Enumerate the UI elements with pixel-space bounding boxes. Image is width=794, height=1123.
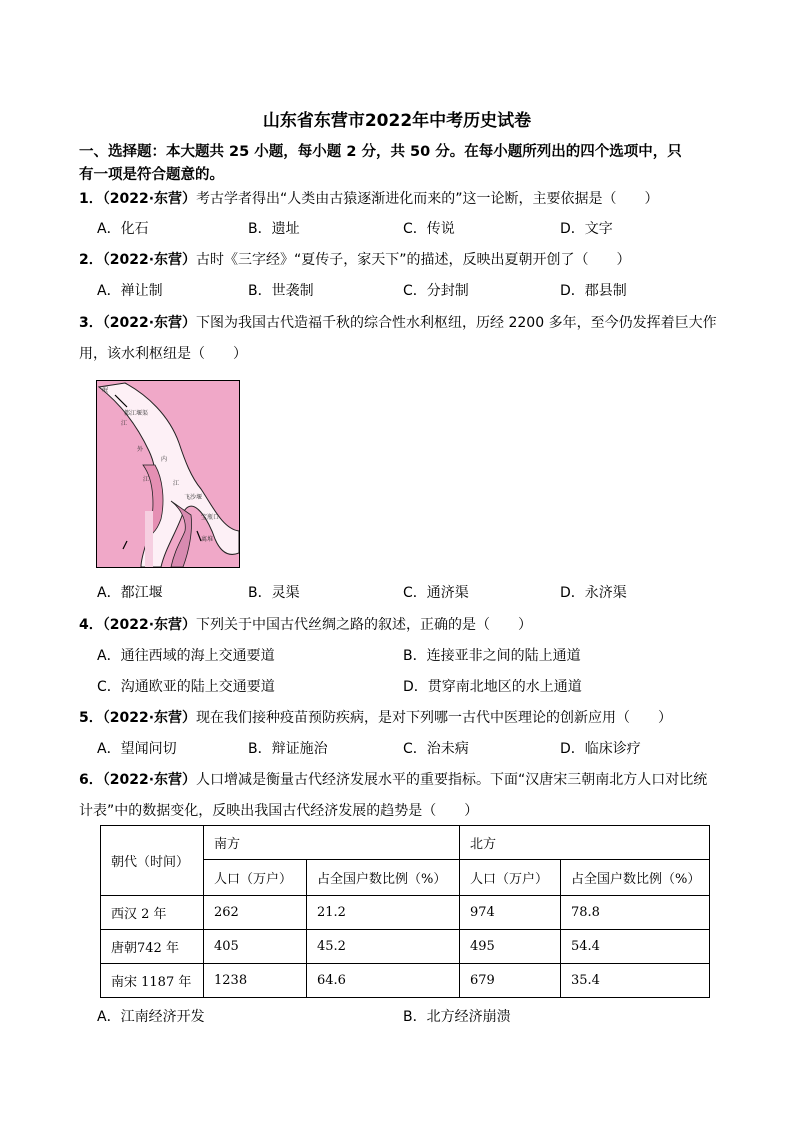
question-number: 4． [79, 617, 103, 633]
question-number: 1． [79, 191, 103, 207]
cell-north-ratio: 35.4 [561, 964, 710, 998]
map-label: 江 [143, 476, 150, 483]
table-row [101, 896, 710, 930]
header-north-pop: 人口（万户） [460, 860, 561, 896]
cell-south-pop: 1238 [204, 964, 307, 998]
section-heading-line1: 一、选择题：本大题共 25 小题，每小题 2 分，共 50 分。在每小题所列出的四个选项中，只 [79, 144, 682, 160]
header-south-pop: 人口（万户） [204, 860, 307, 896]
cell-south-pop: 262 [204, 896, 307, 930]
header-era: 朝代（时间） [101, 826, 204, 896]
q1-option-c: C．传说 [403, 221, 455, 237]
cell-north-pop: 679 [460, 964, 561, 998]
q5-option-c: C．治未病 [403, 741, 469, 757]
question-text: 下图为我国古代造福千秋的综合性水利枢纽，历经 2200 多年，至今仍发挥着巨大作 [196, 315, 717, 331]
q6-option-a: A．江南经济开发 [97, 1009, 205, 1025]
map-label: 江 [173, 480, 180, 487]
population-table [100, 825, 710, 998]
question-5 [79, 707, 672, 727]
cell-era: 西汉 2 年 [101, 896, 204, 930]
header-south-ratio: 占全国户数比例（%） [307, 860, 460, 896]
question-3-text-cont: 用，该水利枢纽是（ ） [79, 346, 247, 362]
cell-north-pop: 495 [460, 930, 561, 964]
question-text: 人口增减是衡量古代经济发展水平的重要指标。下面“汉唐宋三朝南北方人口对比统 [196, 772, 708, 788]
map-label: 离堆 [201, 536, 214, 543]
dujiangyan-map-figure [96, 380, 240, 568]
map-label: 江 [121, 420, 128, 427]
page-title: 山东省东营市2022年中考历史试卷 [262, 111, 532, 131]
map-label: 都江堰渠 [124, 410, 149, 417]
question-source: （2022·东营） [102, 252, 197, 268]
question-source: （2022·东营） [102, 772, 197, 788]
question-number: 5． [79, 710, 103, 726]
question-number: 6． [79, 772, 103, 788]
cell-north-pop: 974 [460, 896, 561, 930]
question-4 [79, 614, 532, 634]
header-north-ratio: 占全国户数比例（%） [561, 860, 710, 896]
q5-option-d: D．临床诊疗 [560, 741, 641, 757]
question-source: （2022·东营） [102, 191, 197, 207]
cell-era: 唐朝742 年 [101, 930, 204, 964]
table-header-row [101, 826, 710, 860]
question-number: 3． [79, 315, 103, 331]
cell-north-ratio: 78.8 [561, 896, 710, 930]
q1-option-b: B．遗址 [248, 221, 300, 237]
q3-option-c: C．通济渠 [403, 585, 469, 601]
q3-option-d: D．永济渠 [560, 585, 627, 601]
question-text: 考古学者得出“人类由古猿逐渐进化而来的”这一论断，主要依据是（ ） [196, 191, 659, 207]
question-6-text-cont: 计表”中的数据变化，反映出我国古代经济发展的趋势是（ ） [79, 803, 479, 819]
question-text: 古时《三字经》“夏传子，家天下”的描述，反映出夏朝开创了（ ） [196, 252, 631, 268]
map-label: 外 [137, 446, 144, 453]
river-map-svg [97, 381, 239, 567]
table-row [101, 930, 710, 964]
q3-option-b: B．灵渠 [248, 585, 300, 601]
map-label: 岷 [102, 387, 109, 394]
q5-option-b: B．辩证施治 [248, 741, 328, 757]
question-3 [79, 312, 717, 332]
map-label: 内 [161, 456, 168, 463]
question-6 [79, 769, 707, 789]
table-row [101, 964, 710, 998]
question-text: 下列关于中国古代丝绸之路的叙述，正确的是（ ） [196, 617, 533, 633]
q2-option-a: A．禅让制 [97, 283, 163, 299]
question-2 [79, 249, 631, 269]
cell-north-ratio: 54.4 [561, 930, 710, 964]
header-south: 南方 [204, 826, 460, 860]
map-label: 飞沙堰 [184, 494, 203, 501]
q2-option-d: D．郡县制 [560, 283, 627, 299]
question-number: 2． [79, 252, 103, 268]
question-text: 现在我们接种疫苗预防疾病，是对下列哪一古代中医理论的创新应用（ ） [196, 710, 673, 726]
map-label: 宝瓶口 [201, 514, 220, 521]
q2-option-c: C．分封制 [403, 283, 469, 299]
question-source: （2022·东营） [102, 617, 197, 633]
question-source: （2022·东营） [102, 710, 197, 726]
q4-option-b: B．连接亚非之间的陆上通道 [403, 648, 581, 664]
q6-option-b: B．北方经济崩溃 [403, 1009, 511, 1025]
cell-south-pop: 405 [204, 930, 307, 964]
q2-option-b: B．世袭制 [248, 283, 314, 299]
cell-south-ratio: 45.2 [307, 930, 460, 964]
q4-option-d: D．贯穿南北地区的水上通道 [403, 679, 582, 695]
header-north: 北方 [460, 826, 710, 860]
cell-era: 南宋 1187 年 [101, 964, 204, 998]
q3-option-a: A．都江堰 [97, 585, 163, 601]
section-heading-line2: 有一项是符合题意的。 [79, 167, 224, 183]
cell-south-ratio: 64.6 [307, 964, 460, 998]
q4-option-c: C．沟通欧亚的陆上交通要道 [97, 679, 275, 695]
q4-option-a: A．通往西域的海上交通要道 [97, 648, 275, 664]
cell-south-ratio: 21.2 [307, 896, 460, 930]
outer-river-bed [145, 511, 153, 567]
question-source: （2022·东营） [102, 315, 197, 331]
q5-option-a: A．望闻问切 [97, 741, 177, 757]
q1-option-d: D．文字 [560, 221, 613, 237]
question-1 [79, 188, 659, 208]
q1-option-a: A．化石 [97, 221, 149, 237]
